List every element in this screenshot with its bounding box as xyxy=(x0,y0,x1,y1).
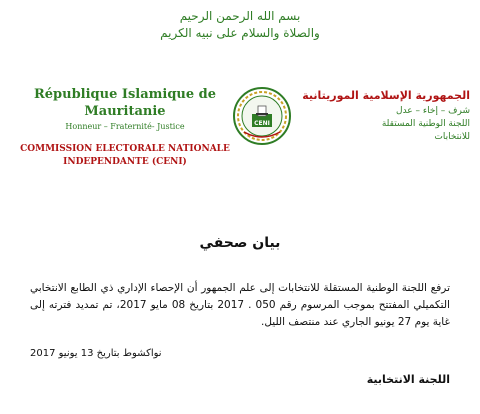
document-signature: اللجنة الانتخابية xyxy=(366,373,450,386)
arabic-motto: شرف – إخاء – عدل xyxy=(396,106,470,116)
logo-text: CENI xyxy=(254,120,270,127)
arabic-country-name: الجمهورية الإسلامية الموريتانية xyxy=(302,89,470,102)
document-date: نواكشوط بتاريخ 13 يونيو 2017 xyxy=(30,348,162,359)
document-title: بيان صحفي xyxy=(199,235,281,251)
basmala-line-2: والصلاة والسلام على نبيه الكريم xyxy=(160,26,320,40)
ceni-logo xyxy=(232,84,292,150)
french-country-name: République Islamique de Mauritanie xyxy=(33,87,217,119)
french-motto: Honneur – Fraternité- Justice xyxy=(65,122,185,131)
ceni-logo-icon xyxy=(232,84,292,150)
arabic-header-block xyxy=(290,88,470,144)
basmala xyxy=(0,8,480,42)
french-commission-name: COMMISSION ELECTORALE NATIONALE INDEPENDANTE (CENI) xyxy=(20,144,230,167)
arabic-commission-line-2: للانتخابات xyxy=(434,132,470,142)
arabic-commission-line-1: اللجنة الوطنية المستقلة xyxy=(381,119,470,129)
document-body: ترفع اللجنة الوطنية المستقلة للانتخابات إلى علم الجمهور أن الإحصاء الإداري ذي الطابع الانتخابي التكميلي المفتتح بموجب المرسوم رقم 050 . 2017 بتاريخ 08 مايو 2017، تم تمديد فترته إلى غاية يوم 27 يونيو الجاري عند منتصف الليل. xyxy=(30,282,450,328)
basmala-line-1: بسم الله الرحمن الرحيم xyxy=(179,9,301,23)
